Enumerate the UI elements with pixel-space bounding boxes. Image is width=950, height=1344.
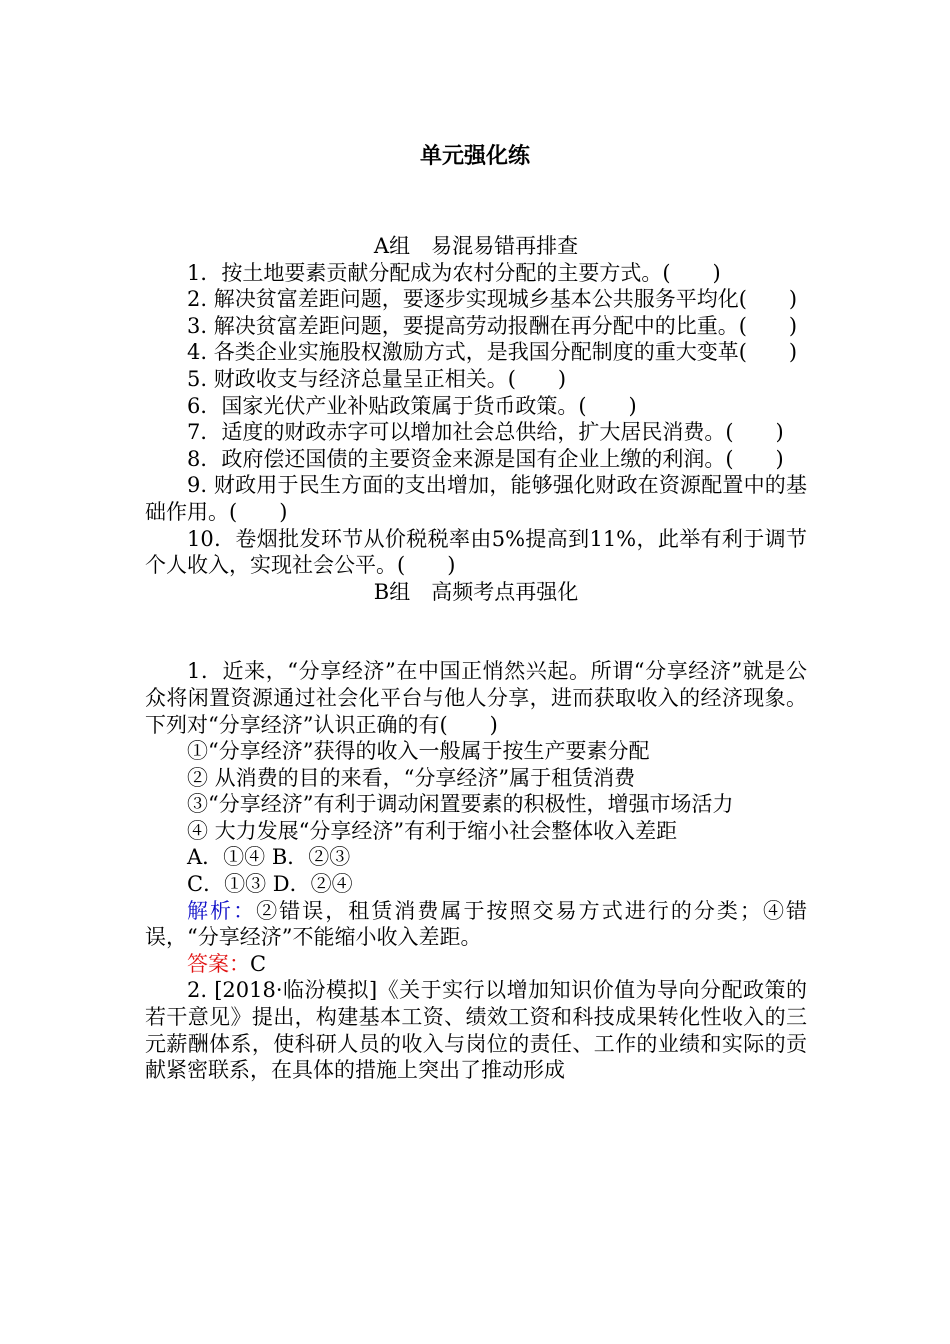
group-a-item-10: 10．卷烟批发环节从价税税率由5%提高到11%，此举有利于调节个人收入，实现社会公平。( ) (145, 526, 807, 578)
group-a-item-8: 8．政府偿还国债的主要资金来源是国有企业上缴的利润。( ) (187, 446, 784, 471)
page-title: 单元强化练 (419, 144, 530, 169)
question-1-statement-3: ③“分享经济”有利于调动闲置要素的积极性，增强市场活力 (187, 792, 734, 817)
answer-text: C (250, 951, 267, 976)
analysis-label: 解析： (187, 898, 257, 923)
group-a-item-3: 3. 解决贫富差距问题，要提高劳动报酬在再分配中的比重。( ) (187, 313, 798, 338)
question-1-statement-4: ④ 大力发展“分享经济”有利于缩小社会整体收入差距 (187, 818, 678, 843)
group-a-item-6: 6．国家光伏产业补贴政策属于货币政策。( ) (187, 393, 637, 418)
group-a-item-5: 5. 财政收支与经济总量呈正相关。( ) (187, 366, 567, 391)
group-a-item-9: 9. 财政用于民生方面的支出增加，能够强化财政在资源配置中的基础作用。( ) (145, 473, 807, 524)
question-1-statement-2: ② 从消费的目的来看，“分享经济”属于租赁消费 (187, 765, 636, 790)
question-1-statement-1: ①“分享经济”获得的收入一般属于按生产要素分配 (187, 739, 650, 764)
question-2-stem: 2. [2018·临汾模拟]《关于实行以增加知识价值为导向分配政策的若干意见》提出，构建基本工资、绩效工资和科技成果转化性收入的三元薪酬体系，使科研人员的收入与岗位的责任、工作的业绩和实际的贡献紧密联系，在具体的措施上突出了推动形成 (145, 978, 807, 1083)
question-1-options-row-2: C．①③ D．②④ (187, 872, 353, 897)
analysis-text: ②错误，租赁消费属于按照交易方式进行的分类；④错误，“分享经济”不能缩小收入差距。 (145, 898, 808, 950)
group-a-item-2: 2. 解决贫富差距问题，要逐步实现城乡基本公共服务平均化( ) (187, 287, 798, 312)
document-body (145, 233, 807, 1084)
answer-label: 答案： (187, 951, 250, 976)
group-a-heading: A组 易混易错再排查 (373, 234, 579, 258)
question-1-options-row-1: A．①④ B．②③ (187, 845, 351, 870)
question-1-stem: 1．近来，“分享经济”在中国正悄然兴起。所谓“分享经济”就是公众将闲置资源通过社会化平台与他人分享，进而获取收入的经济现象。下列对“分享经济”认识正确的有( ) (145, 659, 807, 737)
group-a-item-7: 7．适度的财政赤字可以增加社会总供给，扩大居民消费。( ) (187, 420, 784, 445)
question-1-answer (145, 951, 807, 978)
question-1-analysis (145, 898, 807, 951)
group-a-item-4: 4. 各类企业实施股权激励方式，是我国分配制度的重大变革( ) (187, 340, 798, 365)
group-b-heading: B组 高频考点再强化 (373, 579, 579, 604)
group-a-item-1: 1．按土地要素贡献分配成为农村分配的主要方式。( ) (187, 260, 721, 285)
